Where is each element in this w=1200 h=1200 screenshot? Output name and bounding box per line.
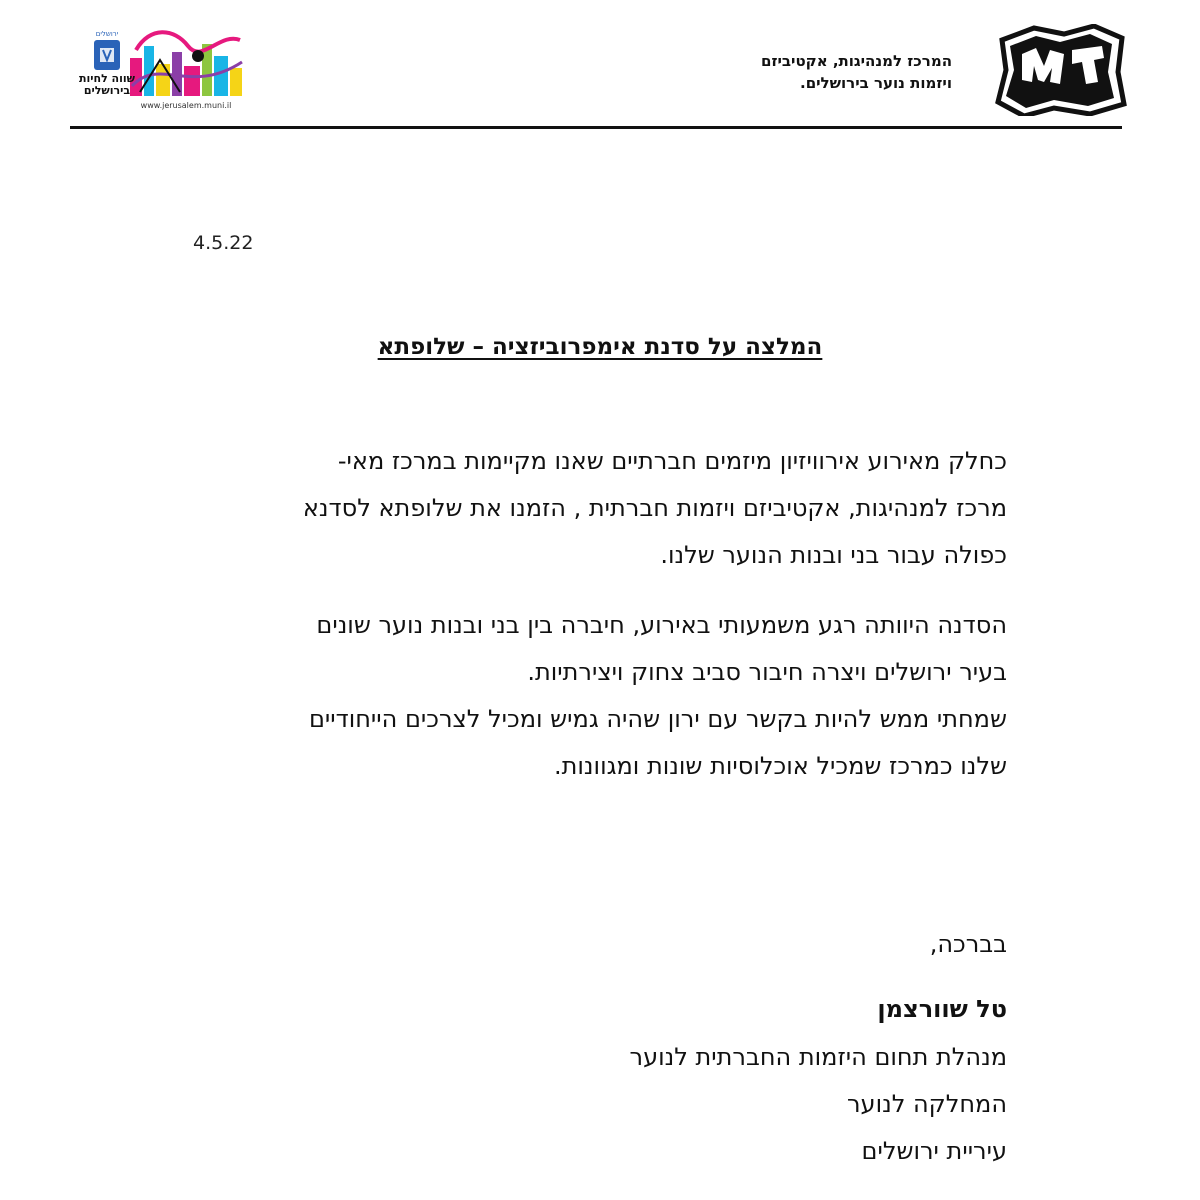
maimau-logo-text: מרכז מאי <box>994 24 999 25</box>
org-line-2: ויזמות נוער בירושלים. <box>800 74 952 92</box>
paragraph-line: שמחתי ממש להיות בקשר עם ירון שהיה גמיש ומכיל לצרכים הייחודיים <box>308 705 1007 733</box>
paragraph-line: בעיר ירושלים ויצרה חיבור סביב צחוק ויצירתיות. <box>527 658 1007 686</box>
jerusalem-municipality-logo <box>70 26 250 114</box>
signer-title: מנהלת תחום היזמות החברתית לנוער <box>629 1043 1007 1071</box>
maimau-logo <box>994 24 1128 116</box>
letterhead <box>0 0 1200 130</box>
signer-organization: עיריית ירושלים <box>861 1137 1007 1165</box>
letter-paragraph-1 <box>303 438 1007 579</box>
closing-greeting: בברכה, <box>929 930 1007 958</box>
muni-slogan-line-1: שווה לחיות <box>78 72 136 85</box>
muni-emblem-caption: ירושלים <box>95 30 119 38</box>
paragraph-line: הסדנה היוותה רגע משמעותי באירוע, חיברה בין בני ובנות נוער שונים <box>316 611 1007 639</box>
letter-title: המלצה על סדנת אימפרוביזציה – שלופתא <box>377 334 823 360</box>
paragraph-line: שלנו כמרכז שמכיל אוכלוסיות שונות ומגוונות. <box>553 752 1007 780</box>
muni-slogan-line-2: בירושלים <box>83 84 131 97</box>
header-divider <box>70 126 1122 129</box>
organization-name <box>761 50 952 94</box>
paragraph-line: כפולה עבור בני ובנות הנוער שלנו. <box>660 541 1007 569</box>
paragraph-line: מרכז למנהיגות, אקטיביזם ויזמות חברתית , הזמנו את שלופתא לסדנא <box>302 494 1007 522</box>
muni-url: www.jerusalem.muni.il <box>140 101 232 110</box>
signer-name: טל שוורצמן <box>877 995 1007 1023</box>
letter-paragraph-2 <box>309 602 1007 790</box>
signer-department: המחלקה לנוער <box>847 1090 1007 1118</box>
letter-date: 4.5.22 <box>193 232 254 254</box>
org-line-1: המרכז למנהיגות, אקטיביזם <box>761 52 952 70</box>
paragraph-line: כחלק מאירוע אירוויזיון מיזמים חברתיים שאנו מקיימות במרכז מאי- <box>337 447 1007 475</box>
